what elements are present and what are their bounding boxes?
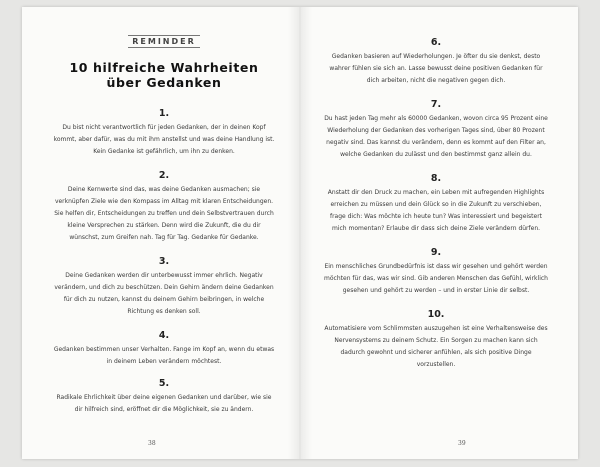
item-number: 2. [158, 170, 170, 181]
item-number: 10. [427, 309, 445, 320]
title-line-2: über Gedanken [106, 75, 222, 90]
truth-item-6 [324, 37, 548, 87]
truth-item-1 [52, 108, 276, 158]
truth-item-7 [324, 99, 548, 161]
item-number: 4. [158, 330, 170, 341]
truth-item-2 [52, 170, 276, 244]
page-number: 39 [458, 440, 466, 447]
item-number: 6. [430, 37, 442, 48]
page-number: 38 [148, 440, 156, 447]
item-text: Anstatt dir den Druck zu machen, ein Leben mit aufregenden Highlights erreichen zu müssen und dein Glück so in die Zukunft zu verschieben, frage dich: Was möchte ich heute tun? Was interessiert und begeistert mich momentan? Erlaube dir dass sich deine Ziele verändern dürfen. [327, 189, 545, 232]
item-text: Radikale Ehrlichkeit über deine eigenen Gedanken und darüber, wie sie dir hilfreich sind, eröffnet dir die Möglichkeit, sie zu ändern. [56, 394, 272, 413]
item-number: 8. [430, 173, 442, 184]
right-page [300, 7, 578, 459]
truth-item-3 [52, 256, 276, 318]
truth-item-9 [324, 247, 548, 297]
item-text: Deine Gedanken werden dir unterbewusst immer ehrlich. Negativ verändern, und dich zu beschützen. Dein Gehirn ändern deine Gedanken für dich zu nutzen, kannst du deinem Gehirn beibringen, in welche Richtung es denken soll. [54, 272, 274, 315]
page-title [52, 60, 276, 90]
left-page [22, 7, 300, 459]
truth-item-8 [324, 173, 548, 235]
item-text: Automatisiere vom Schlimmsten auszugehen ist eine Verhaltensweise des Nervensystems zu deinem Schutz. Ein Sorgen zu machen kann sich dadurch gewohnt und sicherer anfühlen, als sich positive Dinge vorzustellen. [324, 325, 548, 368]
item-number: 9. [430, 247, 442, 258]
right-page-content [324, 7, 548, 371]
item-text: Gedanken basieren auf Wiederholungen. Je öfter du sie denkst, desto wahrer fühlen sie sich an. Lasse bewusst deine positiven Gedanken für dich arbeiten, nicht die negativen gegen dich. [329, 53, 543, 84]
item-number: 3. [158, 256, 170, 267]
title-line-1: 10 hilfreiche Wahrheiten [69, 60, 259, 75]
item-number: 7. [430, 99, 442, 110]
book-spread [22, 7, 578, 459]
item-text: Du hast jeden Tag mehr als 60000 Gedanken, wovon circa 95 Prozent eine Wiederholung der Gedanken des vorherigen Tages sind, über 80 Prozent negativ sind. Das kannst du verändern, denn es kommt auf den Filter an, welche Gedanken du zulässt und den bestimmst ganz allein du. [324, 115, 548, 158]
item-number: 1. [158, 108, 170, 119]
item-text: Deine Kernwerte sind das, was deine Gedanken ausmachen; sie verknüpfen Ziele wie den Kompass im Alltag mit klaren Entscheidungen. Sie helfen dir, Entscheidungen zu treffen und dein Selbstvertrauen durch kleine Versprechen zu stärken. Denn wird die Zukunft, die du dir wünschst, zum Greifen nah. Tag für Tag. Gedanke für Gedanke. [54, 186, 274, 241]
item-text: Du bist nicht verantwortlich für jeden Gedanken, der in deinen Kopf kommt, aber dafür, was du mit ihm anstellst und was deine Handlung ist. Kein Gedanke ist gefährlich, um ihn zu denken. [53, 124, 275, 155]
item-number: 5. [158, 378, 170, 389]
truth-item-5 [52, 378, 276, 416]
truth-item-10 [324, 309, 548, 371]
reminder-label: REMINDER [52, 35, 276, 48]
truth-item-4 [52, 330, 276, 368]
item-text: Gedanken bestimmen unser Verhalten. Fange im Kopf an, wenn du etwas in deinem Leben verändern möchtest. [53, 346, 275, 365]
left-page-content [52, 7, 276, 416]
item-text: Ein menschliches Grundbedürfnis ist dass wir gesehen und gehört werden möchten für das, was wir sind. Gib anderen Menschen das Gefühl, wirklich gesehen und gehört zu werden – und in erster Linie dir selbst. [324, 263, 548, 294]
